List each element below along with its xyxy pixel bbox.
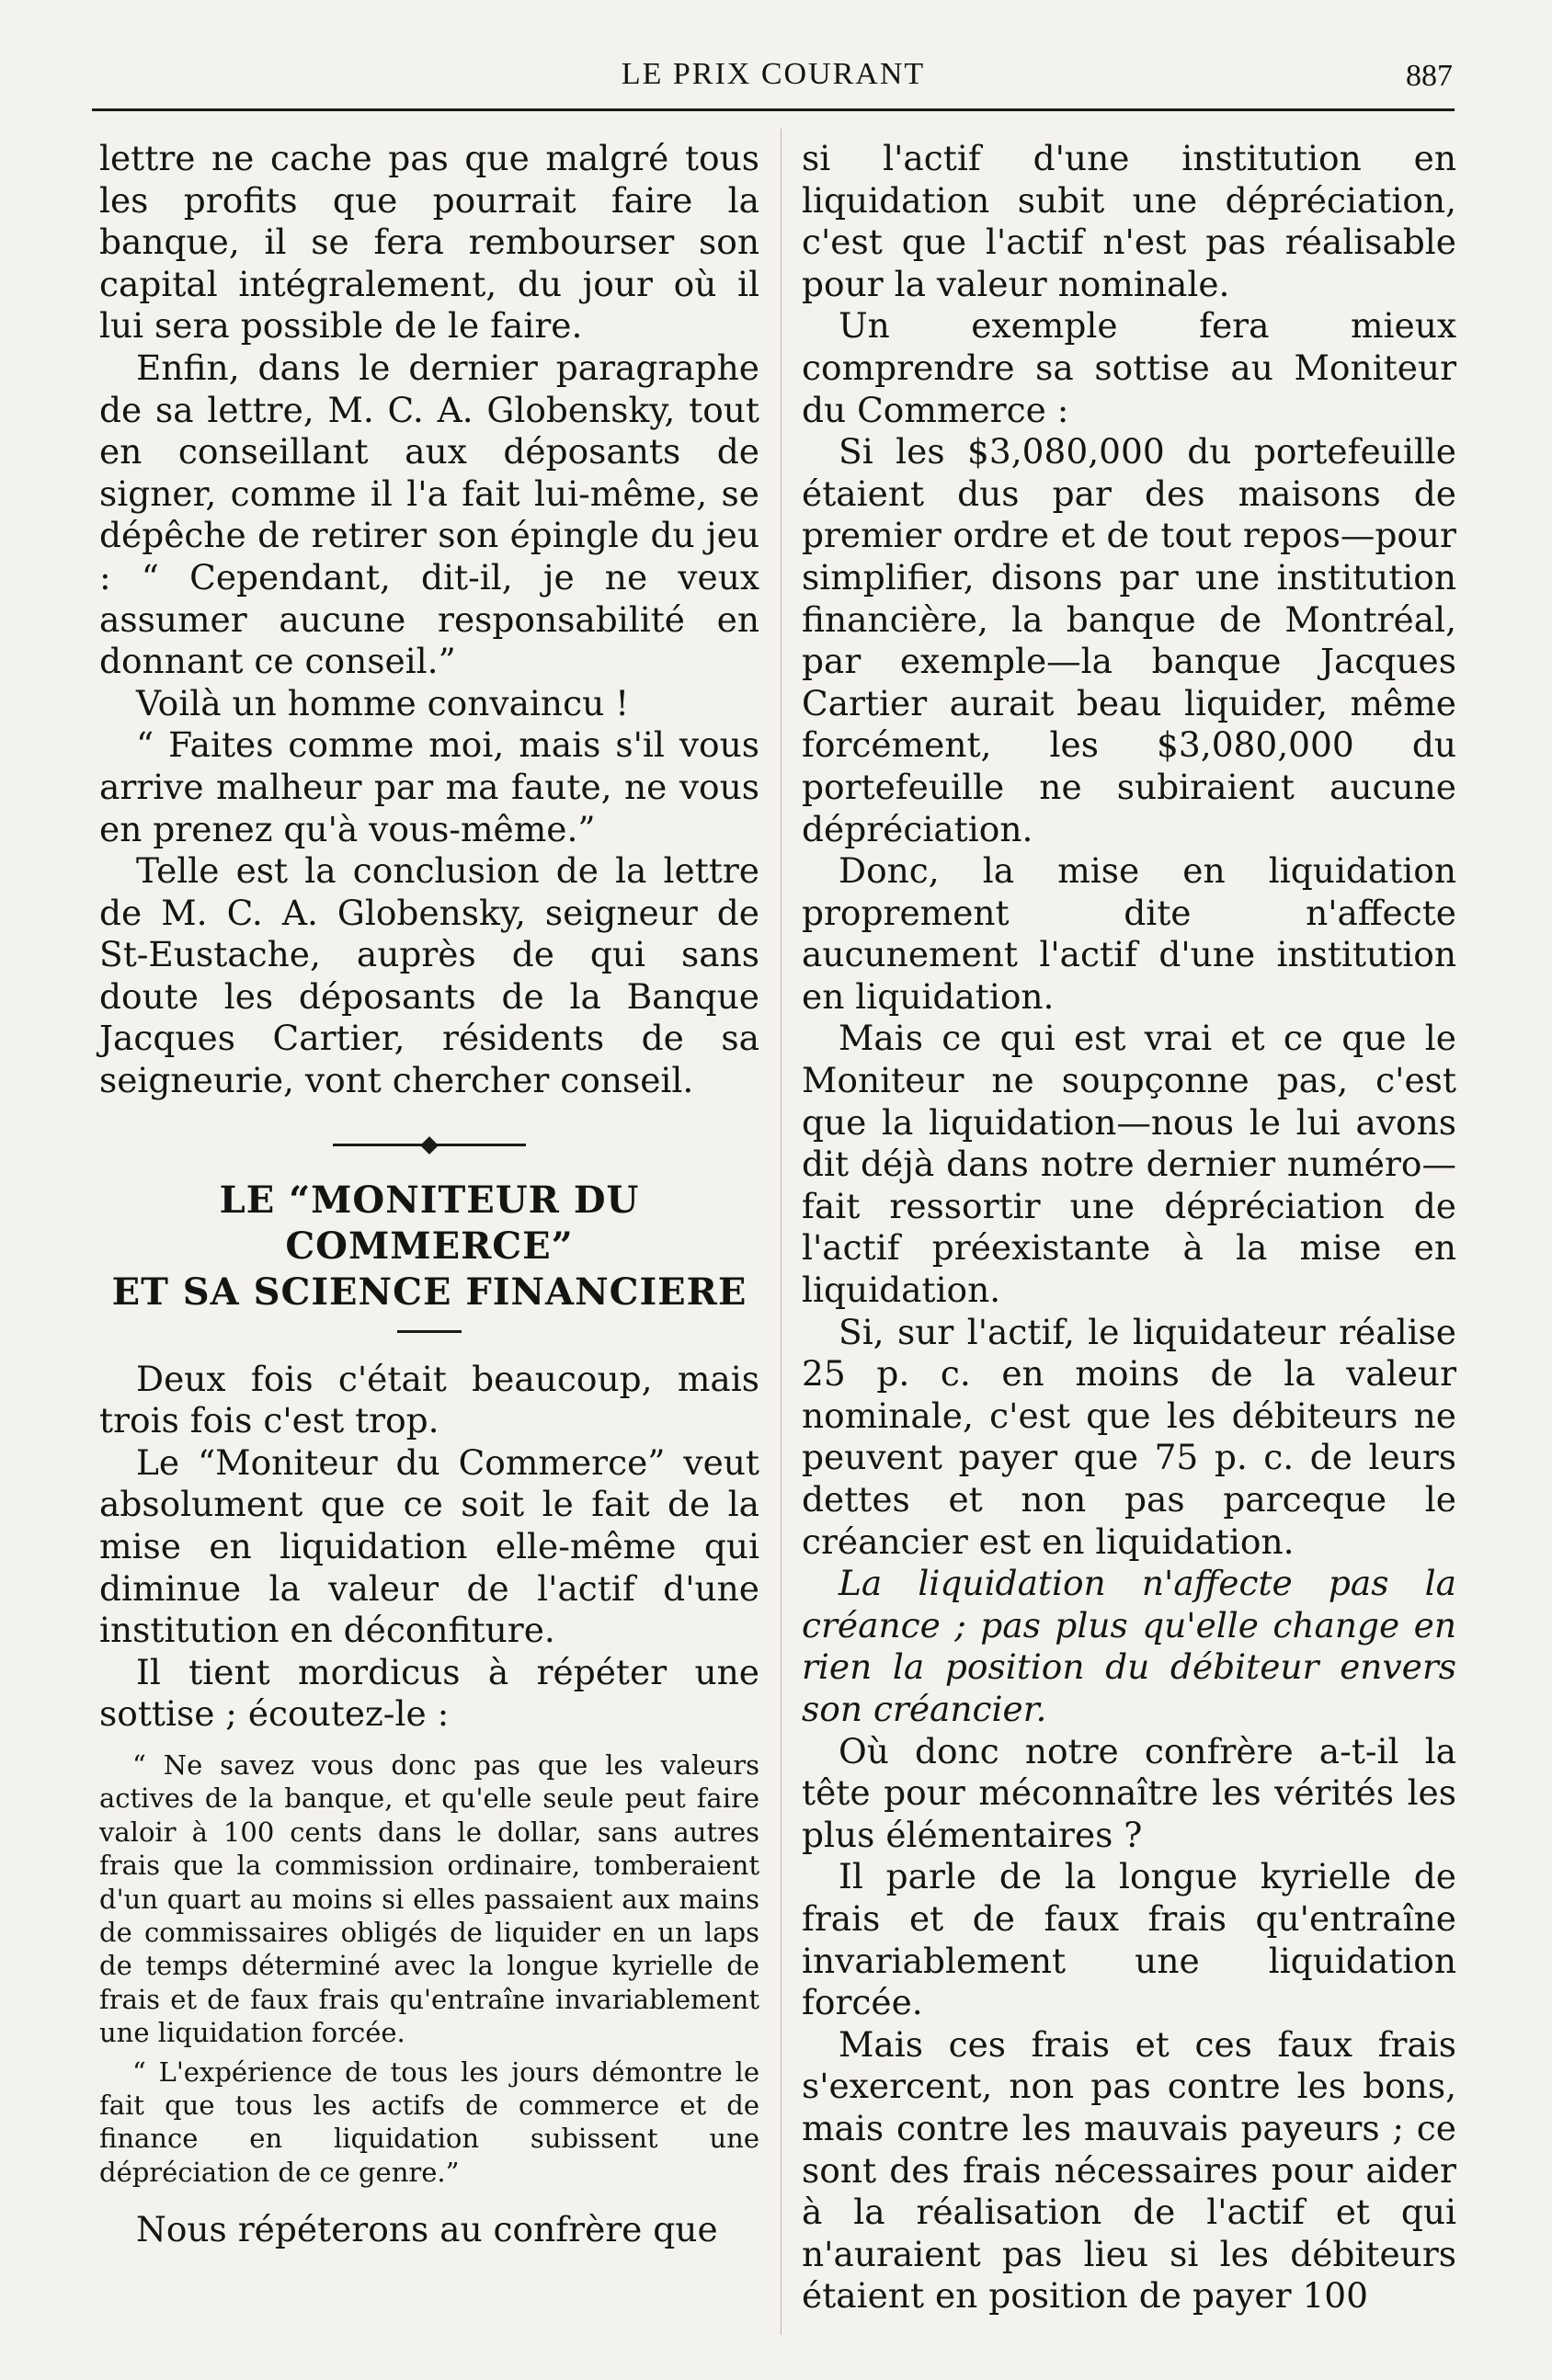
article-title-line: LE “MONITEUR DU COMMERCE” [219, 1178, 640, 1268]
quotation-block [99, 1748, 759, 2189]
ornament-diamond-icon [420, 1136, 439, 1155]
paragraph: Mais ces frais et ces faux frais s'exercent, non pas contre les bons, mais contre les mauvais payeurs ; ce sont des frais nécessaires pour aider à la réalisation de l'actif et qui n'auraient pas lieu si les débiteurs étaient en position de payer 100 [802, 2023, 1456, 2317]
ornament-rule [434, 1144, 526, 1146]
paragraph: Nous répéterons au confrère que [136, 2209, 718, 2250]
ornament-rule [333, 1144, 425, 1146]
title-rule [397, 1330, 462, 1333]
paragraph: Le “Moniteur du Commerce” veut absolument que ce soit le fait de la mise en liquidation elle-même qui diminue la valeur de l'actif d'une institution en déconfiture. [99, 1441, 759, 1651]
paragraph: Donc, la mise en liquidation proprement dite n'affecte aucunement l'actif d'une institution en liquidation. [802, 850, 1456, 1017]
paragraph: Si les $3,080,000 du portefeuille étaient dus par des maisons de premier ordre et de tout repos—pour simplifier, disons par une institution financière, la banque de Montréal, par exemple—la banque Jacques Cartier aurait beau liquider, même forcément, les $3,080,000 du portefeuille ne subiraient aucune dépréciation. [802, 431, 1456, 849]
paragraph: Si, sur l'actif, le liquidateur réalise 25 p. c. en moins de la valeur nominale, c'est que les débiteurs ne peuvent payer que 75 p. c. de leurs dettes et non pas parceque le créancier est en liquidation. [802, 1311, 1456, 1562]
right-column [802, 138, 1456, 2317]
left-column [99, 138, 759, 2251]
paragraph: lettre ne cache pas que malgré tous les profits que pourrait faire la banque, il se fera rembourser son capital intégralement, du jour où il lui sera possible de le faire. [99, 138, 759, 347]
page-number: 887 [1406, 59, 1453, 93]
paragraph: Mais ce qui est vrai et ce que le Moniteur ne soupçonne pas, c'est que la liquidation—nous le lui avons dit déjà dans notre dernier numéro—fait ressortir une dépréciation de l'actif préexistante à la mise en liquidation. [802, 1018, 1456, 1311]
page-header [92, 53, 1455, 111]
article-title-line: ET SA SCIENCE FINANCIERE [111, 1270, 747, 1314]
paragraph: Voilà un homme convaincu ! [136, 682, 630, 723]
column-divider [781, 129, 782, 2335]
paragraph: La liquidation n'affecte pas la créance ; pas plus qu'elle change en rien la position du débiteur envers son créancier. [802, 1563, 1456, 1729]
paragraph: Telle est la conclusion de la lettre de M. C. A. Globensky, seigneur de St-Eustache, auprès de qui sans doute les déposants de la Banque Jacques Cartier, résidents de sa seigneurie, vont chercher conseil. [99, 850, 759, 1101]
paragraph: Enfin, dans le dernier paragraphe de sa lettre, M. C. A. Globensky, tout en conseillant aux déposants de signer, comme il l'a fait lui-même, se dépêche de retirer son épingle du jeu : “ Cependant, dit-il, je ne veux assumer aucune responsabilité en donnant ce conseil.” [99, 347, 759, 682]
paragraph: “ Faites comme moi, mais s'il vous arrive malheur par ma faute, ne vous en prenez qu'à vous-même.” [99, 724, 759, 849]
quotation-paragraph: “ Ne savez vous donc pas que les valeurs actives de la banque, et qu'elle seule peut faire valoir à 100 cents dans le dollar, sans autres frais que la commission ordinaire, tomberaient d'un quart au moins si elles passaient aux mains de commissaires obligés de liquider en un laps de temps déterminé avec la longue kyrielle de frais et de faux frais qu'entraîne invariablement une liquidation forcée. [99, 1749, 759, 2049]
paragraph: Il tient mordicus à répéter une sottise ; écoutez-le : [99, 1651, 759, 1735]
paragraph: si l'actif d'une institution en liquidation subit une dépréciation, c'est que l'actif n'est pas réalisable pour la valeur nominale. [802, 138, 1456, 304]
paragraph: Il parle de la longue kyrielle de frais et de faux frais qu'entraîne invariablement une liquidation forcée. [802, 1856, 1456, 2023]
paragraph: Deux fois c'était beaucoup, mais trois fois c'est trop. [99, 1358, 759, 1441]
running-title: LE PRIX COURANT [621, 57, 926, 91]
quotation-paragraph: “ L'expérience de tous les jours démontre le fait que tous les actifs de commerce et de finance en liquidation subissent une dépréciation de ce genre.” [99, 2055, 759, 2188]
section-ornament [99, 1139, 759, 1152]
paragraph: Un exemple fera mieux comprendre sa sottise au Moniteur du Commerce : [802, 305, 1456, 430]
article-title [99, 1178, 759, 1315]
paragraph: Où donc notre confrère a-t-il la tête pour méconnaître les vérités les plus élémentaires ? [802, 1730, 1456, 1855]
